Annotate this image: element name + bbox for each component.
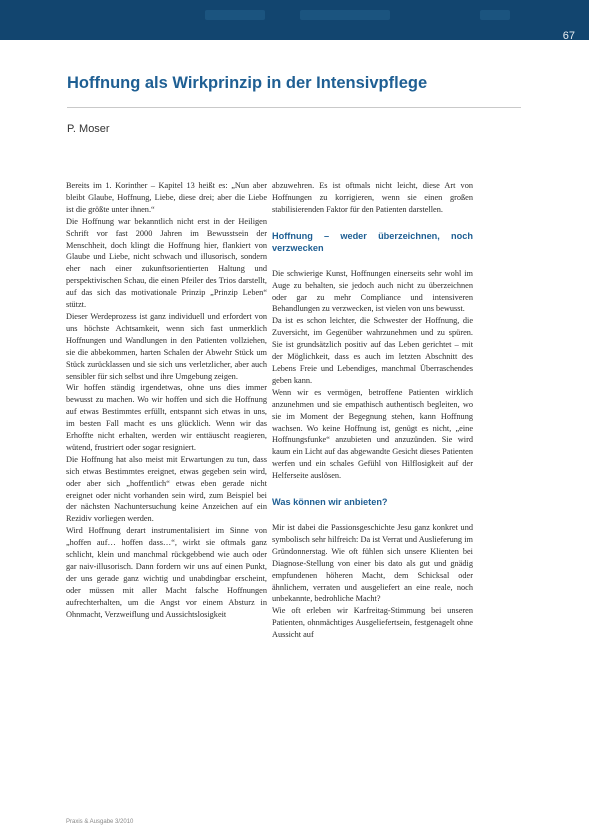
right-column — [272, 180, 473, 641]
body-paragraph: Wenn wir es vermögen, betroffene Patienten wirklich anzunehmen und sie empathisch authentisch begleiten, wo sie im Moment der Begegnung stehen, kann Hoffnung wachsen. Wo keine Hoffnung ist, genügt es nicht, „eine Hoffnungsfunke“ anzubieten und anzuzünden. Sie wird kaum ein Licht auf das abgewandte Gesicht dieses Patienten werfen und ein schales Gefühl von Hilflosigkeit auf der Helferseite auslösen. — [272, 387, 473, 481]
page-number: 67 — [562, 30, 575, 42]
header-decoration — [300, 10, 390, 20]
body-paragraph: Wir hoffen ständig irgendetwas, ohne uns dies immer bewusst zu machen. Wo wir hoffen und sich die Hoffnung auf etwas Bestimmtes erfüllt, entspannt sich etwas in uns, im besten Fall macht es uns glücklich. Wenn wir das Erhoffte nicht erhalten, werden wir enttäuscht reagieren, wütend, frustriert oder sogar resigniert. — [66, 383, 267, 452]
article-title: Hoffnung als Wirkprinzip in der Intensivpflege — [67, 74, 428, 92]
body-paragraph: Die Hoffnung war bekanntlich nicht erst in der Heiligen Schrift vor fast 2000 Jahren im Bewusstsein der Menschheit, doch klingt die Hoffnung hier, flankiert von Glaube und Liebe, nicht schwach und illusorisch, sondern eher nach einer zukunftsorientierten Haltung und perspektivischen Schau, die einen Pfeiler des Trios darstellt, auf das sich das motivationale Prinzip „Prinzip Leben“ stützt. — [66, 216, 267, 310]
body-paragraph: Die Hoffnung hat also meist mit Erwartungen zu tun, dass sich etwas Bestimmtes ereignet, etwas gegeben sein wird, oder aber sich „hoffentlich“ etwas eben gerade nicht ereignet oder nicht vorhanden sein wird, zum Beispiel bei der nächsten Nachuntersuchung keine Anzeichen auf ein Rezidiv vorliegen werden. — [66, 454, 267, 524]
body-paragraph: Bereits im 1. Korinther – Kapitel 13 heißt es: „Nun aber bleibt Glaube, Hoffnung, Liebe, diese drei; aber die Liebe ist die größte unter ihnen.“ — [66, 181, 267, 214]
page-footer: Praxis & Ausgabe 3/2010 — [66, 819, 134, 825]
header-decoration — [480, 10, 510, 20]
body-paragraph: Da ist es schon leichter, die Schwester der Hoffnung, die Zuversicht, im Gegenüber wahrzunehmen und zu spüren. Sie ist grundsätzlich positiv auf das Leben gerichtet – mit der Möglichkeit, dass es auch im letzten Abschnitt des Lebens Freie und Lebendiges, manchmal Überraschendes geben kann. — [272, 316, 473, 385]
header-decoration — [205, 10, 265, 20]
body-paragraph: Dieser Werdeprozess ist ganz individuell und erfordert von uns höchste Achtsamkeit, wenn sich fast unmerklich Hoffnungen und Wandlungen in den Patienten vollziehen, sie die abbekommen, harten Schalen der Abwehr Stück um Stück zurücklassen und sie sich uns verletzlicher, aber auch sensibler für sich selbst und ihre Umgebung zeigen. — [66, 311, 267, 381]
header-bar — [0, 0, 589, 40]
section-heading: Was können wir anbieten? — [272, 497, 388, 508]
section-heading: Hoffnung – weder überzeichnen, noch verzwecken — [272, 230, 473, 253]
article-author: P. Moser — [67, 123, 110, 135]
left-column — [66, 180, 267, 621]
body-paragraph: abzuwehren. Es ist oftmals nicht leicht, diese Art von Hoffnungen zu korrigieren, wenn sie einen großen stabilisierenden Faktor für den Patienten darstellen. — [272, 181, 473, 214]
body-paragraph: Wird Hoffnung derart instrumentalisiert im Sinne von „hoffen auf… hoffen dass…“, wirkt sie oftmals ganz schlicht, klein und manchmal rückgebbend wie auch oder gar naiv-illusorisch. Dann fordern wir uns auf einen Punkt, der uns gerade ganz wichtig und unabdingbar erscheint, oder müssen mit aller Macht falsche Hoffnungen aufrechterhalten, um die Angst vor einem Absturz in Ohnmacht, Verzweiflung und Aussichtslosigkeit — [66, 526, 267, 619]
title-divider — [67, 107, 521, 108]
body-paragraph: Mir ist dabei die Passionsgeschichte Jesu ganz konkret und symbolisch sehr hilfreich: Da ist Verrat und Auslieferung im Gründonnerstag. Wie oft fühlen sich unsere Klienten bei Diagnose-Stellung von einer bis dato als gut und gnädig empfundenen höheren Macht, dem Schicksal oder ähnlichem, verraten und ausgeliefert an eine reale, noch unbekannte, bedrohliche Macht? — [272, 523, 473, 604]
body-paragraph: Wie oft erleben wir Karfreitag-Stimmung bei unseren Patienten, ohnmächtiges Ausgeliefertsein, festgenagelt ohne Aussicht auf — [272, 606, 473, 640]
body-paragraph: Die schwierige Kunst, Hoffnungen einerseits sehr wohl im Auge zu behalten, sie jedoch auch nicht zu überzeichnen oder gar zu mehr Compliance und intensiveren Behandlungen zu verzwecken, ist vielen von uns bewusst. — [272, 268, 473, 314]
